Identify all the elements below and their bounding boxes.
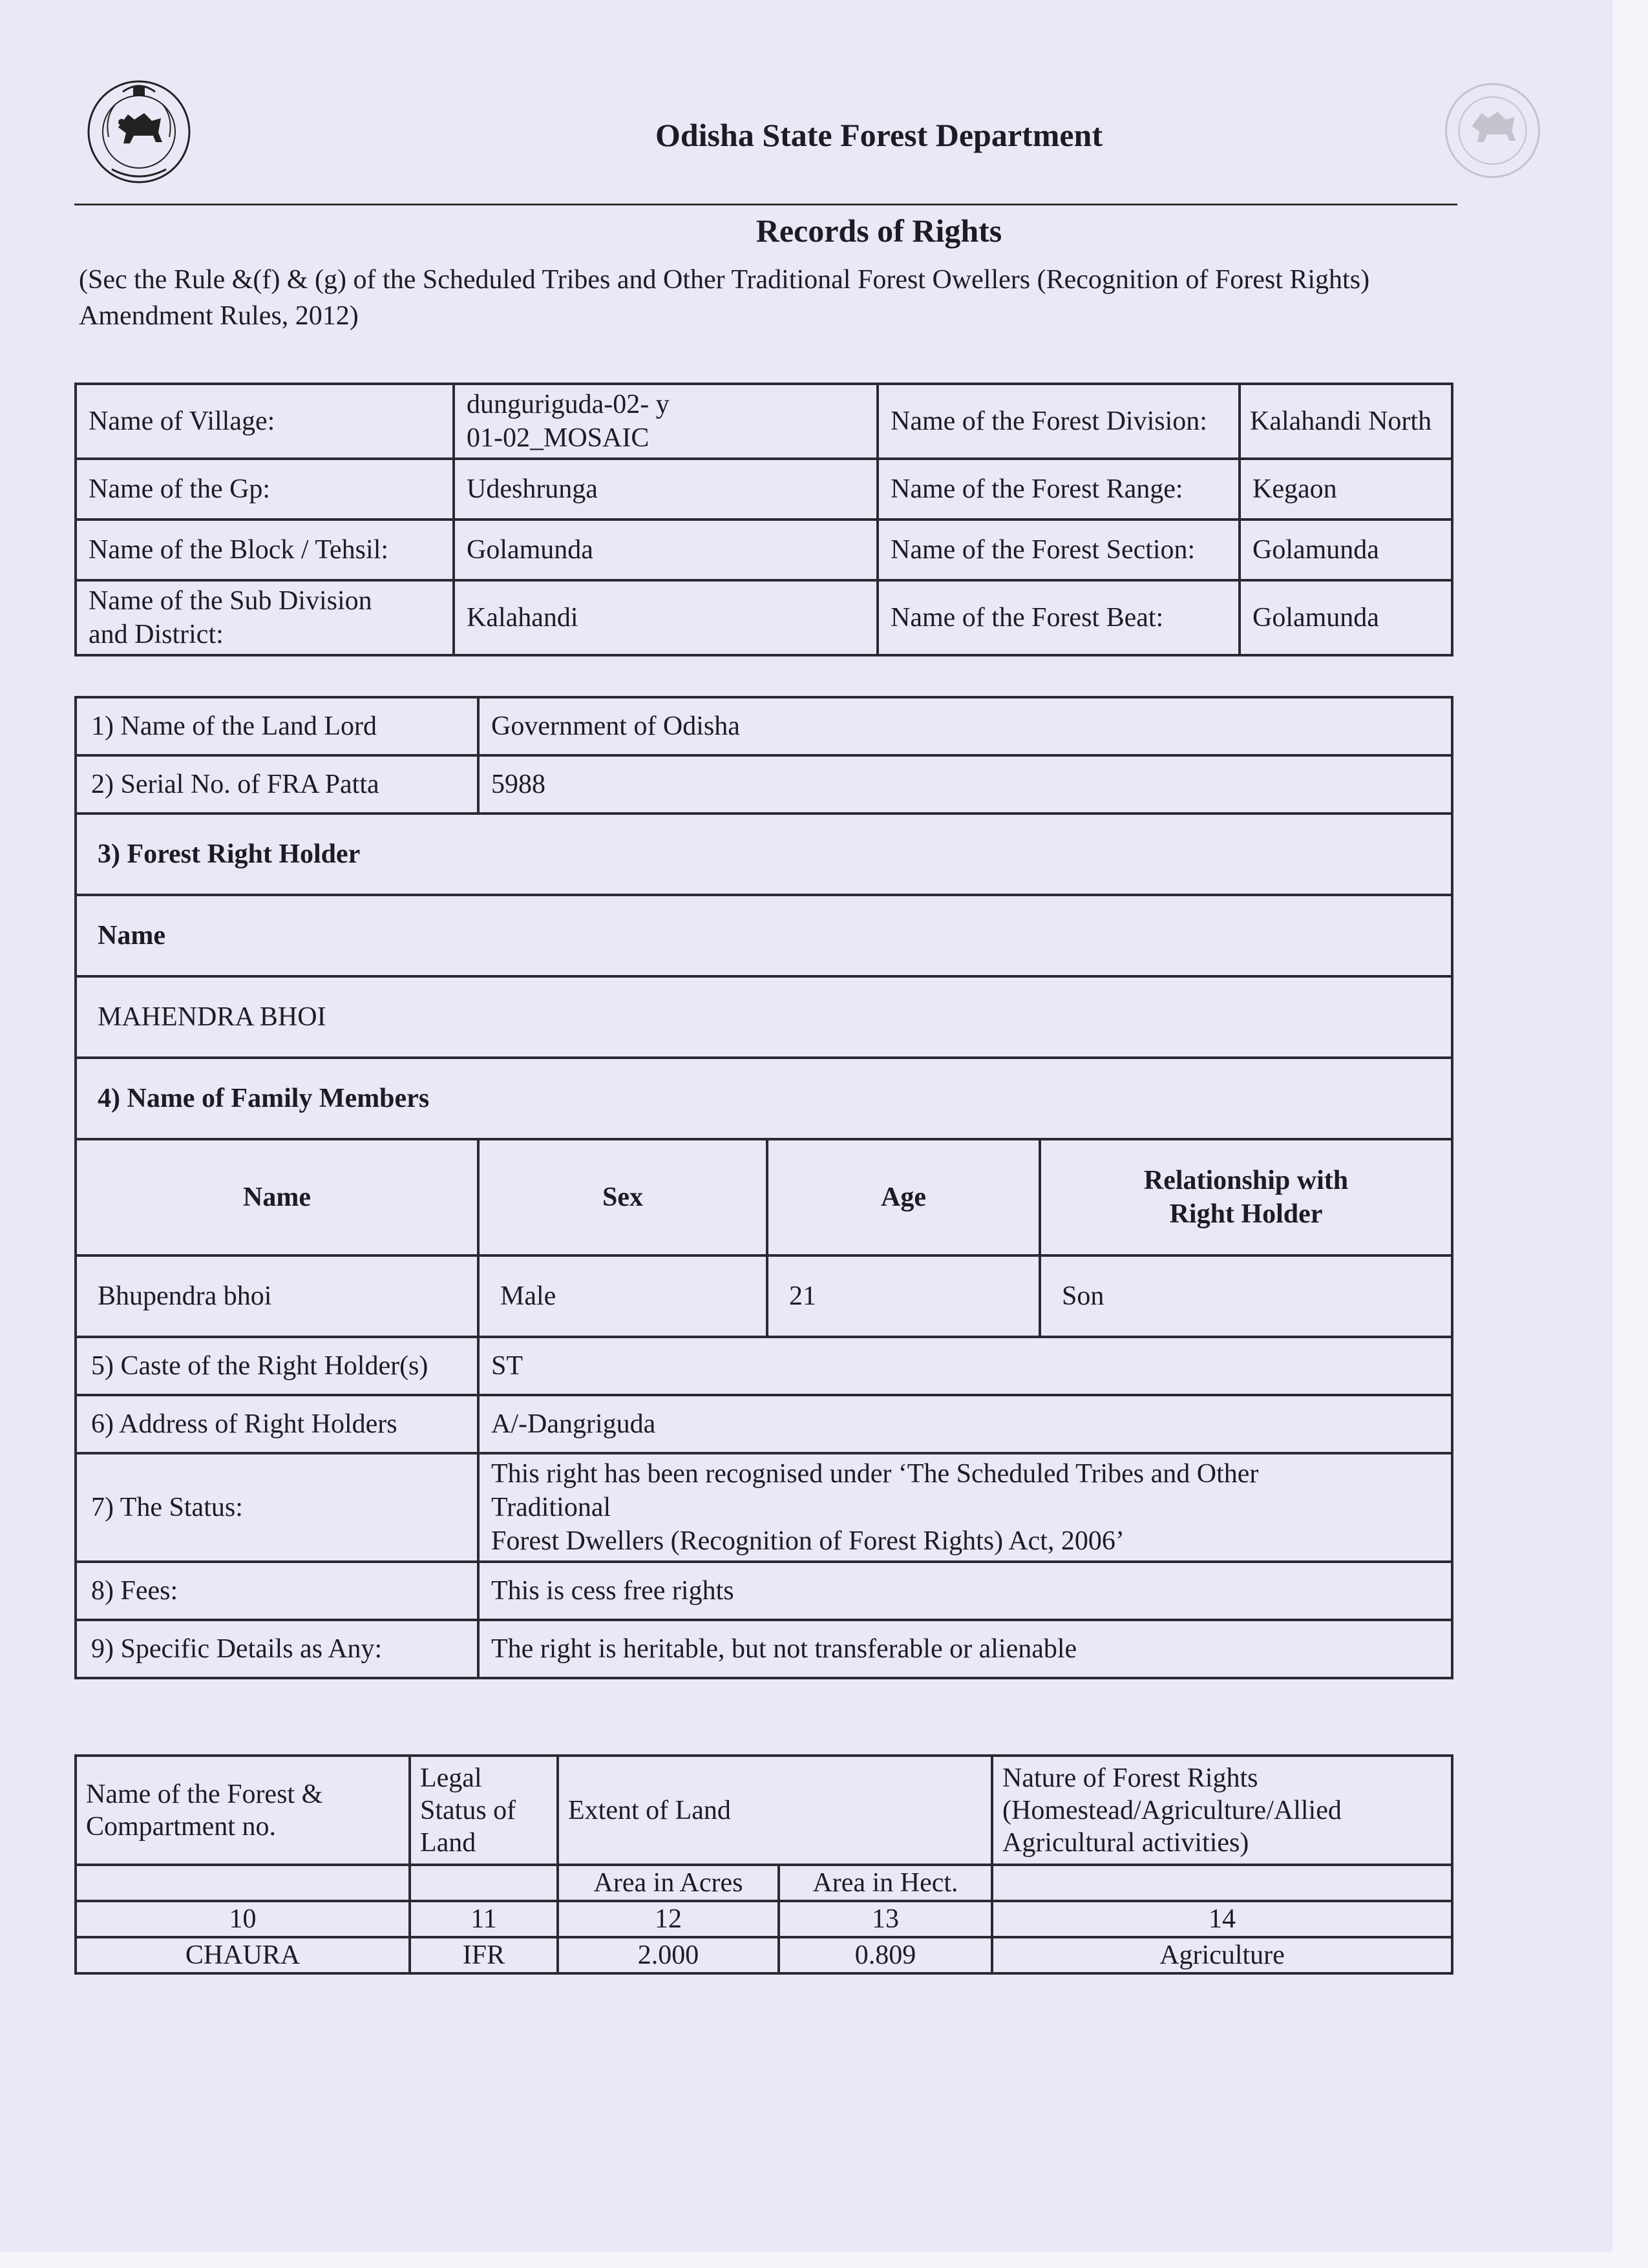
family-col-relationship — [1040, 1139, 1452, 1255]
header-line: (Homestead/Agriculture/Allied — [1002, 1795, 1342, 1825]
caste-value: ST — [478, 1337, 1452, 1395]
nature-of-rights-value: Agriculture — [992, 1937, 1452, 1973]
header-line: Name of the Forest & — [86, 1779, 323, 1809]
column-number: 14 — [992, 1901, 1452, 1937]
table-row — [76, 1453, 1452, 1562]
forest-range-label: Name of the Forest Range: — [878, 459, 1240, 520]
extent-of-land-header: Extent of Land — [558, 1756, 992, 1865]
specific-details-label: 9) Specific Details as Any: — [76, 1620, 478, 1678]
page-bottom-edge — [0, 2252, 1648, 2268]
family-member-row — [76, 1255, 1452, 1337]
status-line: Traditional — [491, 1493, 611, 1522]
family-member-sex: Male — [478, 1255, 767, 1337]
subdivision-label-line: Name of the Sub Division — [89, 586, 372, 616]
gp-value: Udeshrunga — [454, 459, 878, 520]
header-line: Status of — [420, 1795, 516, 1825]
status-line: Forest Dwellers (Recognition of Forest Rights) Act, 2006’ — [491, 1526, 1125, 1556]
column-number: 12 — [558, 1901, 779, 1937]
forest-beat-label: Name of the Forest Beat: — [878, 580, 1240, 655]
serial-value: 5988 — [478, 755, 1452, 814]
status-value — [478, 1453, 1452, 1562]
fees-label: 8) Fees: — [76, 1562, 478, 1620]
family-table-header-row — [76, 1139, 1452, 1255]
rights-table — [74, 696, 1453, 1679]
land-lord-label: 1) Name of the Land Lord — [76, 697, 478, 755]
table-row — [76, 520, 1452, 580]
header-line: Agricultural activities) — [1002, 1827, 1249, 1858]
forest-right-holder-heading: 3) Forest Right Holder — [76, 814, 1452, 895]
rule-reference-note: (Sec the Rule &(f) & (g) of the Scheduled Tribes and Other Traditional Forest Owellers (Recognition of Forest Rights) Amendment Rules, 2012) — [79, 265, 1370, 331]
table-row — [76, 697, 1452, 755]
table-row — [76, 1620, 1452, 1678]
relationship-header-line: Right Holder — [1169, 1199, 1323, 1229]
serial-label: 2) Serial No. of FRA Patta — [76, 755, 478, 814]
specific-details-value: The right is heritable, but not transferable or alienable — [478, 1620, 1452, 1678]
land-data-row — [76, 1937, 1452, 1973]
header-line: Nature of Forest Rights — [1002, 1763, 1258, 1793]
document-title: Records of Rights — [755, 213, 1002, 249]
empty-cell — [76, 1865, 410, 1901]
forest-compartment-header — [76, 1756, 410, 1865]
empty-cell — [992, 1865, 1452, 1901]
forest-section-value: Golamunda — [1240, 520, 1452, 580]
family-members-heading: 4) Name of Family Members — [76, 1058, 1452, 1139]
header-line: Land — [420, 1827, 476, 1858]
village-value — [454, 384, 878, 459]
land-column-number-row — [76, 1901, 1452, 1937]
land-subheader-row — [76, 1865, 1452, 1901]
table-row — [76, 384, 1452, 459]
block-value: Golamunda — [454, 520, 878, 580]
fees-value: This is cess free rights — [478, 1562, 1452, 1620]
land-details-table — [74, 1754, 1453, 1975]
family-col-name: Name — [76, 1139, 478, 1255]
caste-label: 5) Caste of the Right Holder(s) — [76, 1337, 478, 1395]
column-number: 13 — [779, 1901, 992, 1937]
area-acres-header: Area in Acres — [558, 1865, 779, 1901]
family-member-age: 21 — [767, 1255, 1040, 1337]
column-number: 10 — [76, 1901, 410, 1937]
header-line: Legal — [420, 1763, 482, 1793]
relationship-header-line: Relationship with — [1143, 1166, 1349, 1195]
nature-of-rights-header — [992, 1756, 1452, 1865]
village-label: Name of Village: — [76, 384, 454, 459]
area-acres-value: 2.000 — [558, 1937, 779, 1973]
forest-section-label: Name of the Forest Section: — [878, 520, 1240, 580]
block-label: Name of the Block / Tehsil: — [76, 520, 454, 580]
family-col-age: Age — [767, 1139, 1040, 1255]
empty-cell — [410, 1865, 558, 1901]
holder-name-value: MAHENDRA BHOI — [76, 976, 1452, 1058]
column-number: 11 — [410, 1901, 558, 1937]
land-lord-value: Government of Odisha — [478, 697, 1452, 755]
table-row — [76, 459, 1452, 520]
area-hect-value: 0.809 — [779, 1937, 992, 1973]
table-row — [76, 1562, 1452, 1620]
location-table — [74, 383, 1453, 656]
status-line: This right has been recognised under ‘The Scheduled Tribes and Other — [491, 1459, 1259, 1489]
subdivision-value: Kalahandi — [454, 580, 878, 655]
address-value: A/-Dangriguda — [478, 1395, 1452, 1453]
table-row — [76, 580, 1452, 655]
legal-status-header — [410, 1756, 558, 1865]
forest-beat-value: Golamunda — [1240, 580, 1452, 655]
family-member-relationship: Son — [1040, 1255, 1452, 1337]
area-hect-header: Area in Hect. — [779, 1865, 992, 1901]
table-row — [76, 1337, 1452, 1395]
table-row — [76, 1058, 1452, 1139]
subdivision-label — [76, 580, 454, 655]
address-label: 6) Address of Right Holders — [76, 1395, 478, 1453]
header-divider — [74, 204, 1457, 205]
table-row — [76, 755, 1452, 814]
gp-label: Name of the Gp: — [76, 459, 454, 520]
village-value-line: 01-02_MOSAIC — [467, 423, 650, 453]
page-edge — [1612, 0, 1648, 2268]
village-value-line: dunguriguda-02- y — [467, 390, 670, 419]
land-header-row — [76, 1756, 1452, 1865]
department-title: Odisha State Forest Department — [655, 117, 1103, 153]
forest-division-value: Kalahandi North — [1240, 384, 1452, 459]
table-row — [76, 895, 1452, 976]
header-line: Compartment no. — [86, 1811, 276, 1842]
table-row — [76, 1395, 1452, 1453]
family-member-name: Bhupendra bhoi — [76, 1255, 478, 1337]
status-label: 7) The Status: — [76, 1453, 478, 1562]
family-col-sex: Sex — [478, 1139, 767, 1255]
subdivision-label-line: and District: — [89, 620, 224, 649]
table-row — [76, 814, 1452, 895]
forest-range-value: Kegaon — [1240, 459, 1452, 520]
holder-name-heading: Name — [76, 895, 1452, 976]
legal-status-value: IFR — [410, 1937, 558, 1973]
table-row — [76, 976, 1452, 1058]
forest-name-value: CHAURA — [76, 1937, 410, 1973]
forest-division-label: Name of the Forest Division: — [878, 384, 1240, 459]
